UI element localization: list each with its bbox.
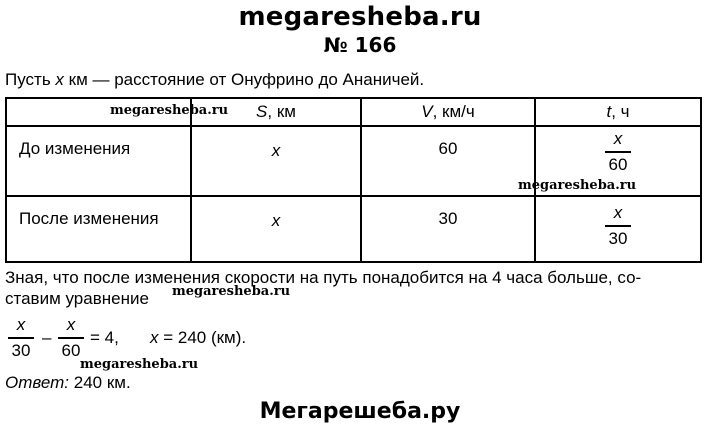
row-distance: x [191, 196, 361, 262]
intro-prefix: Пусть [5, 70, 56, 89]
header-time [535, 98, 701, 126]
text-line-1: Зная, что после изменения скорости на путь понадобится на 4 часа больше, со- [5, 268, 642, 287]
watermark: megaresheba.ru [172, 284, 291, 299]
row-speed: 30 [361, 196, 535, 262]
header-speed-var: V [421, 102, 433, 121]
equation-solution [150, 328, 246, 348]
equation-minus: – [42, 328, 52, 347]
watermark: megaresheba.ru [80, 357, 199, 372]
intro-suffix: км — расстояние от Онуфрино до Ананичей. [63, 70, 425, 89]
row-speed: 60 [361, 126, 535, 196]
time-fraction-num: x [613, 129, 623, 148]
row-label: После изменения [6, 196, 191, 262]
time-fraction [605, 203, 631, 249]
watermark: megaresheba.ru [518, 178, 637, 193]
table-row [6, 196, 701, 262]
row-label: До изменения [6, 126, 191, 196]
equation-fraction-2 [58, 315, 84, 361]
header-time-var: t [606, 102, 612, 121]
fraction-bar [8, 337, 34, 339]
time-fraction-den: 60 [608, 155, 628, 174]
header-distance-var: S [256, 102, 268, 121]
intro-sentence [5, 70, 424, 90]
watermark: megaresheba.ru [110, 103, 229, 118]
footer-brand: Мегарешеба.ру [259, 399, 461, 424]
fraction-bar [605, 151, 631, 153]
fraction-2-num: x [66, 315, 76, 334]
answer-value: 240 км. [69, 373, 131, 392]
solution-var: x [150, 328, 159, 347]
fraction-2-den: 60 [61, 341, 81, 360]
row-distance: x [191, 126, 361, 196]
problem-number: № 166 [323, 33, 397, 57]
intro-var: x [55, 70, 64, 89]
equation-fraction-1 [8, 315, 34, 361]
header-time-unit: , ч [611, 102, 630, 121]
time-fraction-den: 30 [608, 229, 628, 248]
fraction-1-num: x [16, 315, 26, 334]
equation-rhs: = 4, [90, 328, 119, 347]
fraction-bar [605, 225, 631, 227]
site-title: megaresheba.ru [238, 2, 482, 32]
header-distance-unit: , км [267, 102, 296, 121]
row-time [535, 196, 701, 262]
answer-label: Ответ: [5, 373, 70, 392]
time-fraction-num: x [613, 203, 623, 222]
time-fraction [605, 129, 631, 175]
text-line-2: ставим уравнение [5, 289, 149, 308]
header-speed [361, 98, 535, 126]
fraction-bar [58, 337, 84, 339]
fraction-1-den: 30 [11, 341, 31, 360]
answer [5, 373, 131, 393]
solution-rest: = 240 (км). [158, 328, 247, 347]
header-speed-unit: , км/ч [432, 102, 475, 121]
